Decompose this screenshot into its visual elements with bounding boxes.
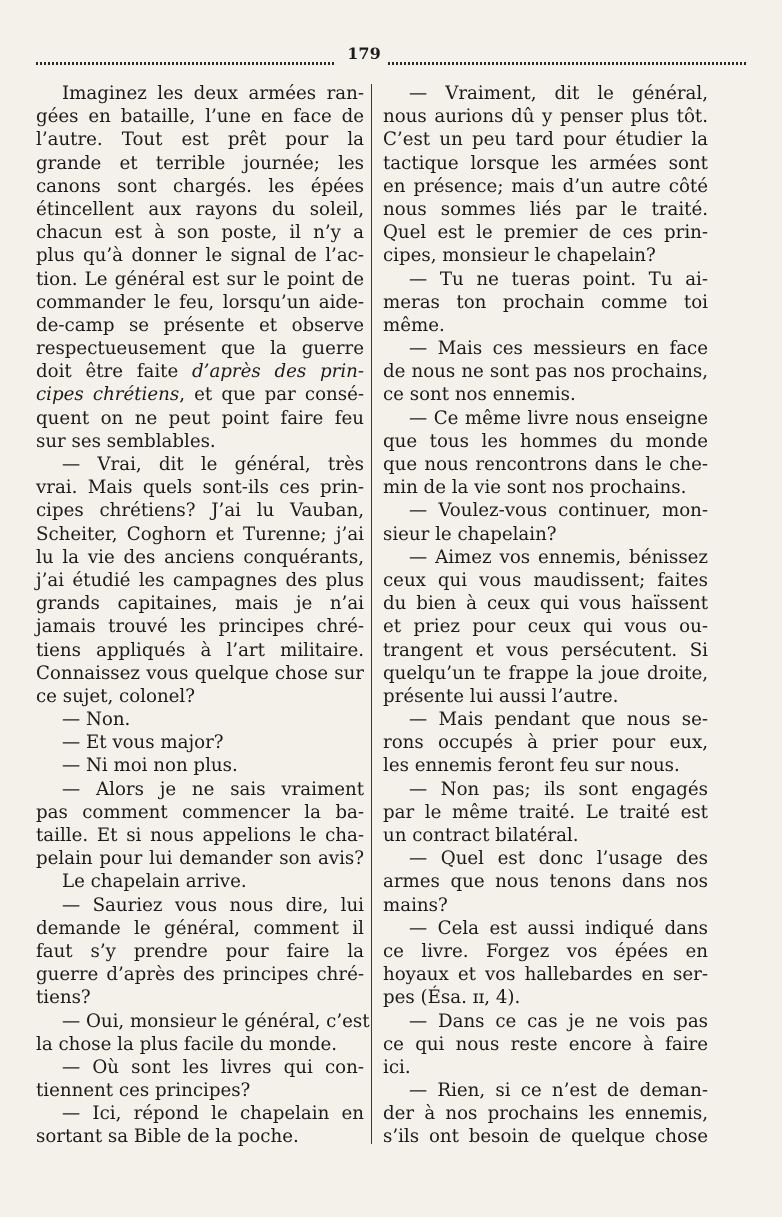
- text-line: — Vraiment, dit le général,: [409, 83, 708, 104]
- text-line: ce qui nous reste encore à faire: [383, 1033, 708, 1055]
- text-line: que tous les hommes du monde: [383, 430, 708, 452]
- text-line: en présence; mais d’un autre côté: [383, 175, 708, 197]
- text-line: plus qu’à donner le signal de l’ac-: [36, 245, 364, 267]
- text-line: trangent et vous persécutent. Si: [383, 639, 708, 661]
- text-line: — Ni moi non plus.: [62, 755, 238, 777]
- text-line: — Sauriez vous nous dire, lui: [62, 894, 364, 916]
- text-line: — Cela est aussi indiqué dans: [409, 917, 708, 939]
- text-line: demande le général, comment il: [36, 917, 364, 939]
- text-line: Imaginez les deux armées ran-: [62, 83, 364, 104]
- text-line: pelain pour lui demander son avis?: [36, 848, 364, 870]
- text-line: cipes chrétiens? J’ai lu Vauban,: [36, 500, 364, 522]
- text-line: — Mais pendant que nous se-: [409, 709, 708, 731]
- text-line: rons occupés à prier pour eux,: [383, 732, 708, 754]
- text-line: nous aurions dû y penser plus tôt.: [383, 106, 708, 128]
- text-line: les ennemis feront feu sur nous.: [383, 755, 680, 777]
- text-line: — Non.: [62, 709, 131, 731]
- text-line: — Ce même livre nous enseigne: [409, 407, 708, 429]
- text-line: sur ses semblables.: [36, 430, 216, 452]
- text-line: — Dans ce cas je ne vois pas: [409, 1010, 708, 1032]
- text-line: — Voulez-vous continuer, mon-: [409, 500, 708, 522]
- text-line: — Vrai, dit le général, très: [62, 454, 364, 475]
- text-line: de nous ne sont pas nos prochains,: [383, 361, 708, 383]
- text-line: l’autre. Tout est prêt pour la: [36, 129, 364, 151]
- text-line: C’est un peu tard pour étudier la: [383, 129, 708, 151]
- text-line: guerre d’après des principes chré-: [36, 964, 364, 986]
- text-line: — Alors je ne sais vraiment: [62, 778, 364, 800]
- text-line: respectueusement que la guerre: [36, 338, 364, 360]
- text-line: — Rien, si ce n’est de deman-: [409, 1080, 708, 1102]
- text-line: pes (Ésa. ɪɪ, 4).: [383, 987, 521, 1009]
- text-line: vrai. Mais quels sont-ils ces prin-: [36, 477, 364, 499]
- right-text-column: [383, 82, 708, 1149]
- text-line: der à nos prochains les ennemis,: [383, 1103, 708, 1125]
- text-line: canons sont chargés. les épées: [36, 175, 364, 197]
- page-header: [36, 44, 746, 70]
- text-line: quent on ne peut point faire feu: [36, 407, 364, 429]
- text-line: même.: [383, 314, 445, 336]
- text-line: étincellent aux rayons du soleil,: [36, 198, 364, 220]
- text-line: gées en bataille, l’une en face de: [36, 106, 364, 128]
- text-line: cipes chrétiens, et que par consé-: [36, 384, 364, 406]
- text-line: un contract bilatéral.: [383, 825, 579, 846]
- text-line: et priez pour ceux qui vous ou-: [383, 616, 708, 638]
- text-line: tiennent ces principes?: [36, 1080, 251, 1102]
- text-line: du bien à ceux qui vous haïssent: [383, 593, 708, 615]
- text-line: — Oui, monsieur le général, c’est: [62, 1010, 370, 1032]
- text-line: cipes, monsieur le chapelain?: [383, 245, 656, 267]
- text-line: min de la vie sont nos prochains.: [383, 477, 687, 499]
- text-line: — Mais ces messieurs en face: [409, 338, 708, 360]
- header-rule-right: [388, 62, 746, 65]
- text-line: commander le feu, lorsqu’un aide-: [36, 291, 364, 313]
- text-line: de-camp se présente et observe: [36, 314, 364, 336]
- text-line: — Et vous major?: [62, 732, 224, 754]
- text-line: armes que nous tenons dans nos: [383, 871, 708, 893]
- text-line: Scheiter, Coghorn et Turenne; j’ai: [36, 523, 364, 545]
- text-line: hoyaux et vos hallebardes en ser-: [383, 964, 708, 986]
- text-line: doit être faite d’après des prin-: [36, 361, 364, 383]
- text-line: Connaissez vous quelque chose sur: [36, 662, 364, 684]
- text-line: tion. Le général est sur le point de: [36, 268, 364, 290]
- text-line: — Tu ne tueras point. Tu ai-: [409, 268, 708, 290]
- text-line: grands capitaines, mais je n’ai: [36, 593, 364, 615]
- text-line: sortant sa Bible de la poche.: [36, 1126, 299, 1148]
- text-line: mains?: [383, 894, 448, 916]
- text-line: ici.: [383, 1056, 411, 1078]
- text-line: ce sont nos ennemis.: [383, 384, 576, 406]
- text-line: quelqu’un te frappe la joue droite,: [383, 662, 708, 684]
- text-line: s’ils ont besoin de quelque chose: [383, 1126, 708, 1148]
- text-line: que nous rencontrons dans le che-: [383, 454, 708, 475]
- text-line: meras ton prochain comme toi: [383, 291, 708, 313]
- text-line: pas comment commencer la ba-: [36, 801, 364, 823]
- text-line: Quel est le premier de ces prin-: [383, 222, 708, 244]
- text-line: sieur le chapelain?: [383, 523, 557, 545]
- text-line: ce sujet, colonel?: [36, 685, 195, 707]
- text-line: tiens appliqués à l’art militaire.: [36, 639, 364, 661]
- text-line: — Aimez vos ennemis, bénissez: [409, 546, 708, 568]
- text-line: — Non pas; ils sont engagés: [409, 778, 708, 800]
- text-line: tactique lorsque les armées sont: [383, 152, 708, 174]
- text-line: — Quel est donc l’usage des: [409, 848, 708, 870]
- text-line: ce livre. Forgez vos épées en: [383, 940, 708, 962]
- text-line: chacun est à son poste, il n’y a: [36, 222, 364, 244]
- column-divider: [371, 84, 372, 1144]
- left-text-column: [36, 82, 370, 1149]
- text-line: nous sommes liés par le traité.: [383, 198, 708, 220]
- text-line: grande et terrible journée; les: [36, 152, 364, 174]
- text-line: — Où sont les livres qui con-: [62, 1056, 364, 1078]
- text-line: par le même traité. Le traité est: [383, 801, 708, 823]
- text-line: présente lui aussi l’autre.: [383, 685, 619, 707]
- text-line: tiens?: [36, 987, 91, 1009]
- text-line: — Ici, répond le chapelain en: [62, 1103, 364, 1125]
- page-number: 179: [347, 44, 381, 63]
- header-rule-left: [36, 62, 336, 65]
- text-line: lu la vie des anciens conquérants,: [36, 546, 364, 568]
- text-line: ceux qui vous maudissent; faites: [383, 569, 708, 591]
- text-line: faut s’y prendre pour faire la: [36, 940, 364, 962]
- text-line: j’ai étudié les campagnes des plus: [36, 569, 364, 591]
- text-line: jamais trouvé les principes chré-: [36, 616, 364, 638]
- text-line: la chose la plus facile du monde.: [36, 1033, 338, 1055]
- text-line: taille. Et si nous appelions le cha-: [36, 825, 364, 846]
- text-line: Le chapelain arrive.: [62, 871, 247, 893]
